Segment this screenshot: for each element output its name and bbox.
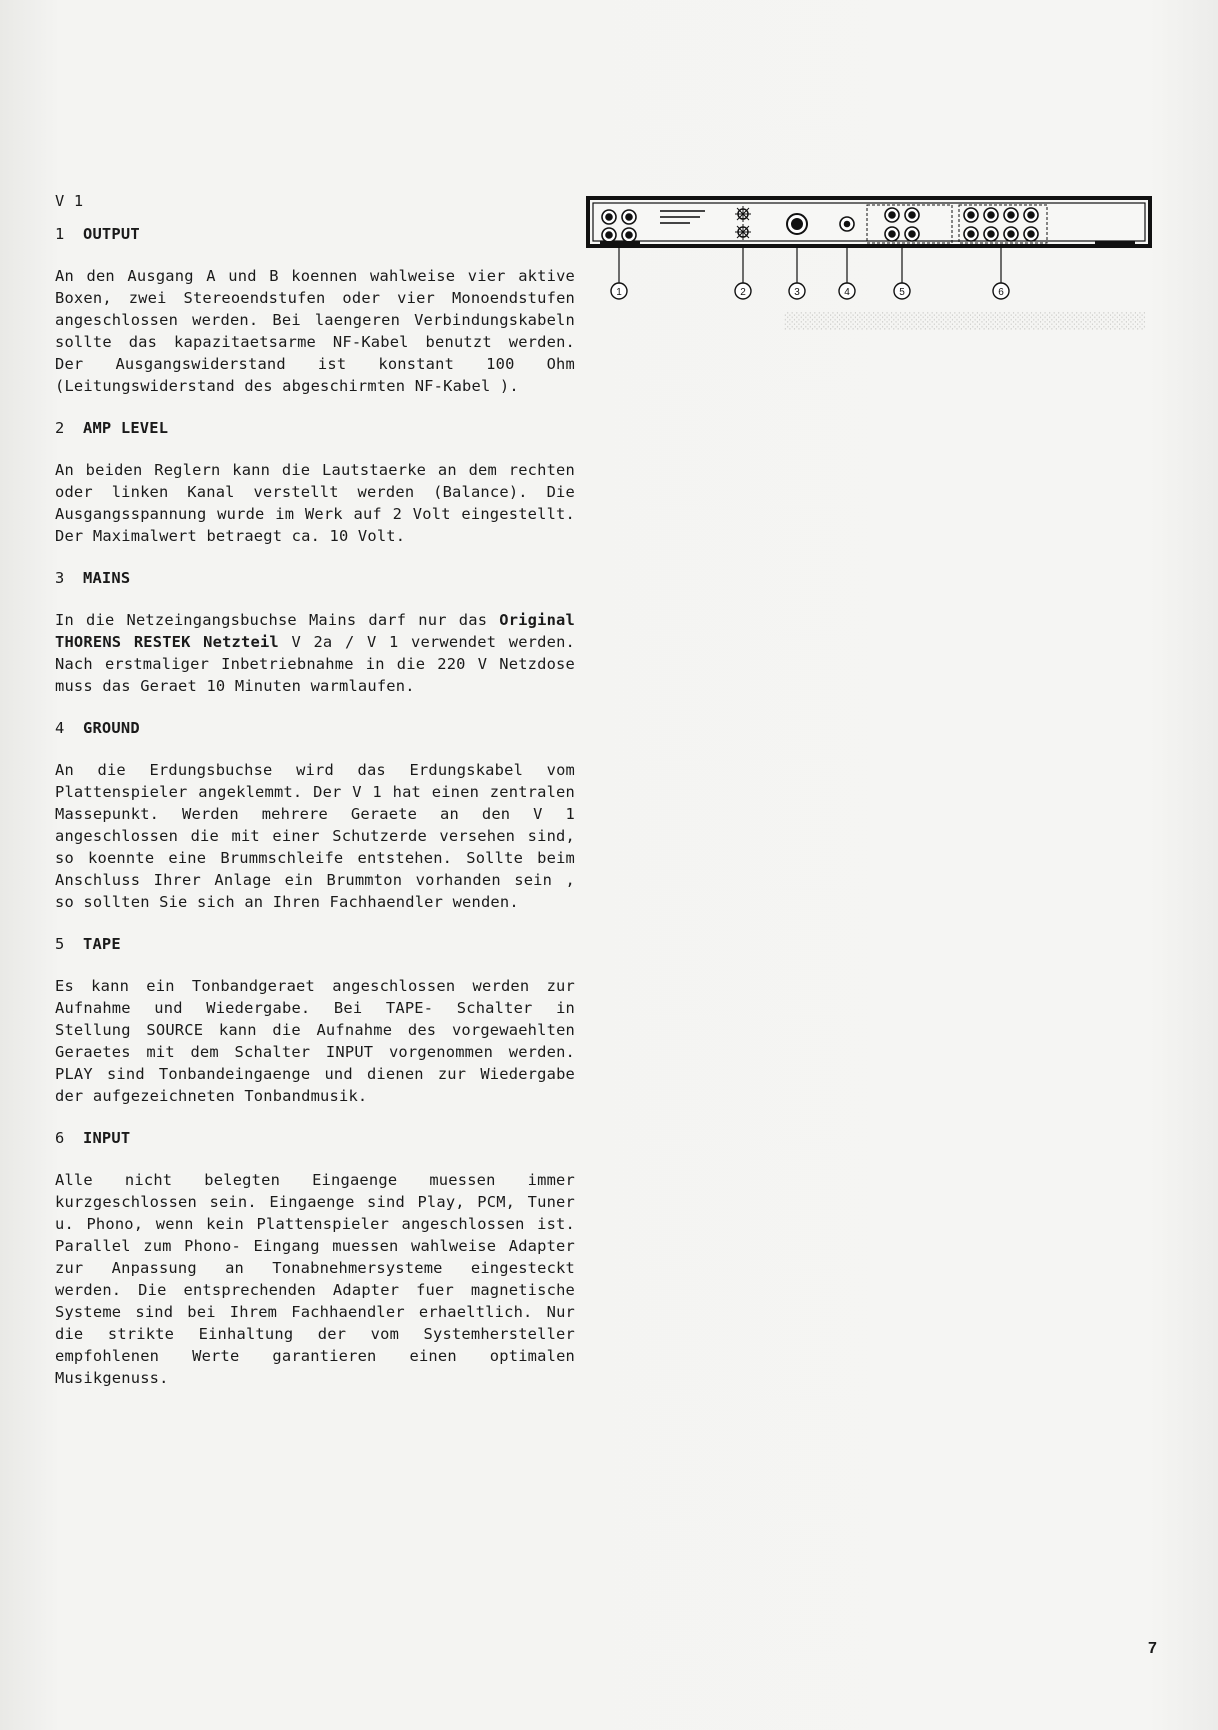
section-text-amp-level: An beiden Reglern kann die Lautstaerke an dem rechten oder linken Kanal verstellt werden (Balance). Die Ausgangsspannung wurde im Werk auf 2 Volt eingestellt. Der Maximalwert betraegt ca. 10 Volt. — [55, 461, 575, 545]
callout-label: 6 — [998, 287, 1004, 298]
section-text-ground: An die Erdungsbuchse wird das Erdungskabel vom Plattenspieler angeklemmt. Der V 1 hat einen zentralen Massepunkt. Werden mehrere Geraete an den V 1 angeschlossen die mit einer Schutzerde versehen sind, so koennte eine Brummschleife entstehen. Sollte beim Anschluss Ihrer Anlage ein Brummton vorhanden sein , so sollten Sie sich an Ihren Fachhaendler wenden. — [55, 761, 575, 911]
callout-label: 2 — [740, 287, 746, 298]
section-heading-amp-level: 2 AMP LEVEL — [55, 419, 169, 437]
section-text-output: An den Ausgang A und B koennen wahlweise vier aktive Boxen, zwei Stereoendstufen oder vier Monoendstufen angeschlossen werden. Bei laengeren Verbindungskabeln sollte das kapazitaetsarme NF-Kabel benutzt werden. Der Ausgangswiderstand ist konstant 100 Ohm (Leitungswiderstand des abgeschirmten NF-Kabel ). — [55, 267, 575, 395]
ground-terminal — [840, 217, 854, 231]
section-heading-ground: 4 GROUND — [55, 719, 140, 737]
model-heading: V 1 — [55, 192, 84, 210]
callout-label: 1 — [616, 287, 622, 298]
section-heading-input: 6 INPUT — [55, 1129, 131, 1147]
page-number: 7 — [1148, 1640, 1157, 1657]
section-heading-tape: 5 TAPE — [55, 935, 121, 953]
bleed-through: ░░░░░░░░░░░░░░░░░░░░░░░░░░░░░░░░░░░░░░░░ — [783, 312, 1145, 330]
section-text-input: Alle nicht belegten Eingaenge muessen immer kurzgeschlossen sein. Eingaenge sind Play, PCM, Tuner u. Phono, wenn kein Plattenspieler angeschlossen ist. Parallel zum Phono- Eingang muessen wahlweise Adapter zur Anpassung an Tonabnehmersysteme eingesteckt werden. Die entsprechenden Adapter fuer magnetische Systeme sind bei Ihrem Fachhaendler erhaeltlich. Nur die strikte Einhaltung der vom Systemhersteller empfohlenen Werte garantieren einen optimalen Musikgenuss. — [55, 1171, 575, 1387]
callout-label: 5 — [899, 287, 905, 298]
mains-socket — [787, 214, 807, 234]
section-text-mains: In die Netzeingangsbuchse Mains darf nur das Original THORENS RESTEK Netzteil V 2a / V 1 verwendet werden. Nach erstmaliger Inbetriebnahme in die 220 V Netzdose muss das Geraet 10 Minuten warmlaufen. — [55, 611, 576, 695]
rear-panel-diagram — [585, 195, 1155, 315]
callout-label: 4 — [844, 287, 850, 298]
callout-label: 3 — [794, 287, 800, 298]
section-heading-output: 1 OUTPUT — [55, 225, 140, 243]
main-column — [55, 190, 575, 1409]
section-text-tape: Es kann ein Tonbandgeraet angeschlossen werden zur Aufnahme und Wiedergabe. Bei TAPE- Schalter in Stellung SOURCE kann die Aufnahme des vorgewaehlten Geraetes mit dem Schalter INPUT vorgenommen werden. PLAY sind Tonbandeingaenge und dienen zur Wiedergabe der aufgezeichneten Tonbandmusik. — [55, 977, 575, 1105]
section-heading-mains: 3 MAINS — [55, 569, 131, 587]
